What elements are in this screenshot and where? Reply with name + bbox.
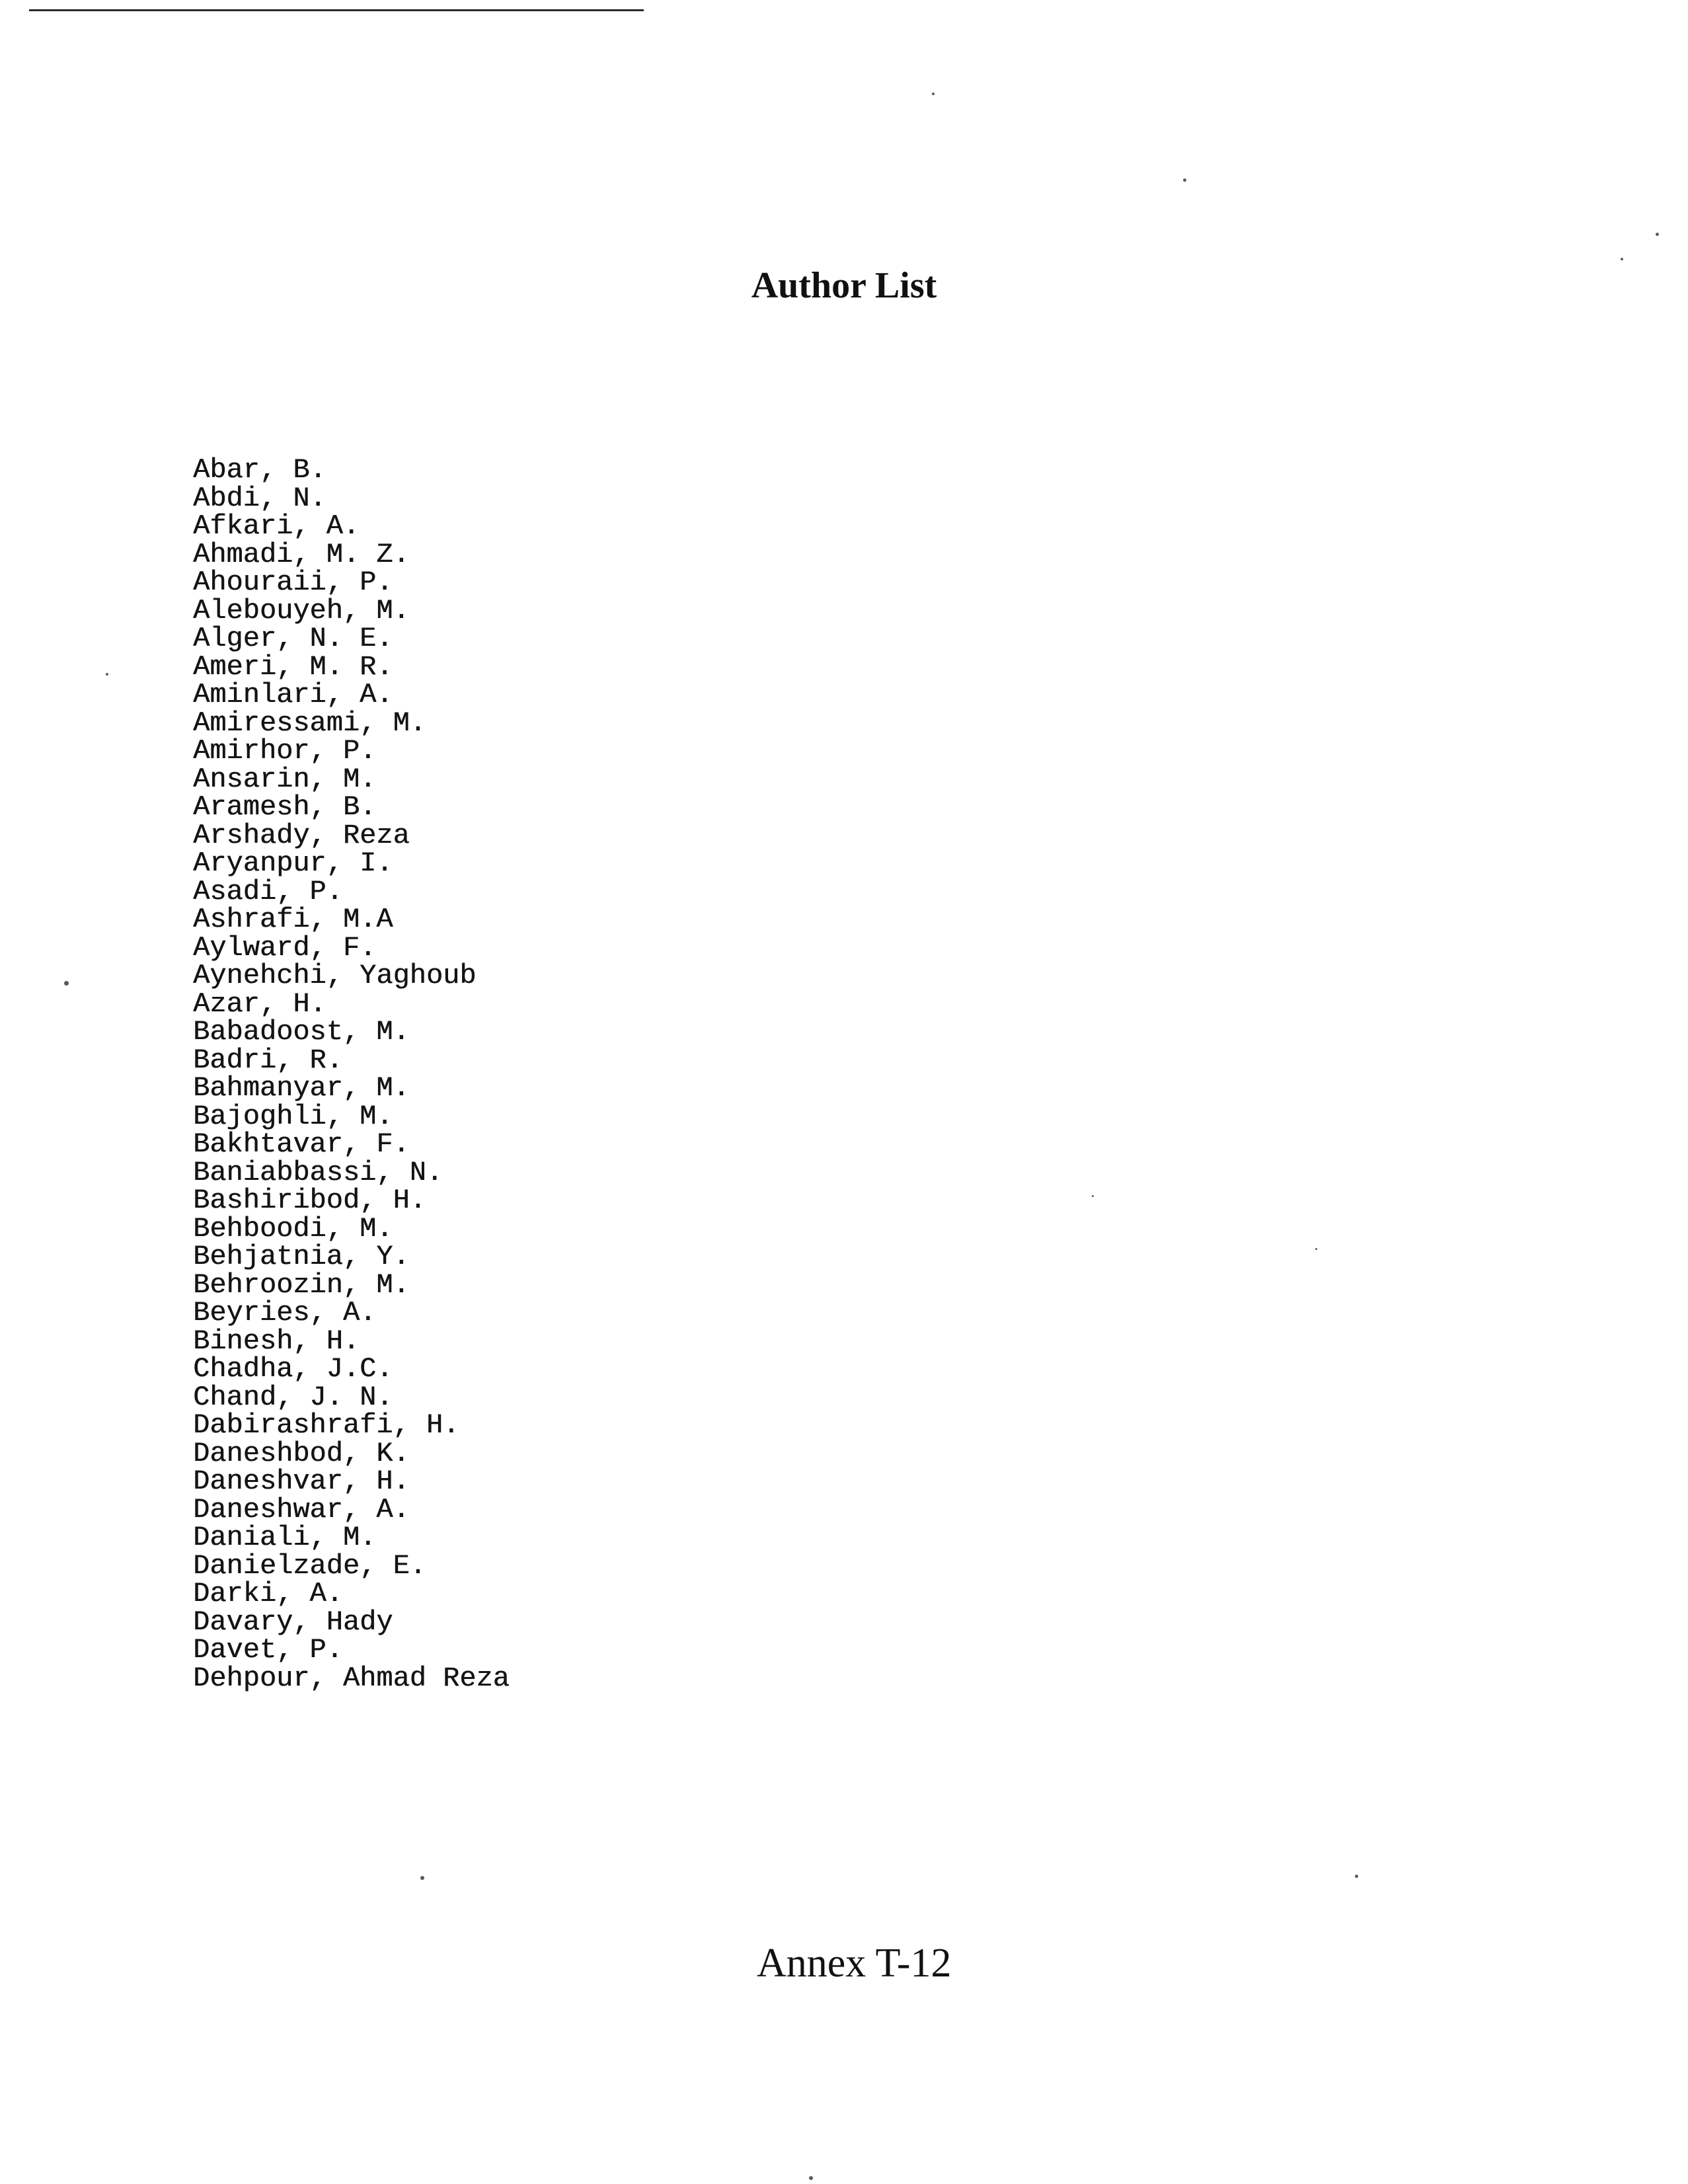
scan-speck — [1355, 1875, 1358, 1878]
scan-speck — [1092, 1195, 1094, 1197]
author-entry: Badri, R. — [193, 1044, 343, 1076]
author-entry: Dabirashrafi, H. — [193, 1409, 460, 1441]
author-entry: Dehpour, Ahmad Reza — [193, 1662, 510, 1694]
author-entry: Ameri, M. R. — [193, 650, 393, 683]
scan-speck — [1183, 178, 1186, 182]
author-entry: Aramesh, B. — [193, 791, 377, 823]
scan-speck — [1621, 258, 1623, 260]
author-entry: Aryanpur, I. — [193, 847, 393, 879]
author-entry: Bahmanyar, M. — [193, 1072, 410, 1104]
author-entry: Baniabbassi, N. — [193, 1156, 443, 1189]
author-entry: Chand, J. N. — [193, 1381, 393, 1413]
annex-label: Annex T-12 — [757, 1941, 952, 1986]
author-entry: Ashrafi, M.A — [193, 904, 393, 935]
author-entry: Davary, Hady — [193, 1606, 393, 1638]
author-entry: Danielzade, E. — [193, 1549, 426, 1582]
author-entry: Binesh, H. — [193, 1325, 360, 1357]
scan-speck — [932, 93, 935, 95]
author-entry: Behroozin, M. — [193, 1268, 410, 1301]
author-entry: Amirhor, P. — [193, 735, 377, 767]
author-entry: Daneshvar, H. — [193, 1465, 410, 1497]
author-entry: Azar, H. — [193, 988, 326, 1020]
author-entry: Asadi, P. — [193, 875, 343, 908]
author-list — [193, 456, 510, 1692]
author-entry: Bajoghli, M. — [193, 1100, 393, 1132]
author-entry: Ahmadi, M. Z. — [193, 538, 410, 570]
author-entry: Abdi, N. — [193, 482, 326, 514]
scan-speck — [64, 981, 69, 986]
author-entry: Behjatnia, Y. — [193, 1241, 410, 1272]
scan-speck — [1656, 233, 1659, 236]
author-entry: Arshady, Reza — [193, 819, 410, 851]
author-entry: Bashiribod, H. — [193, 1185, 426, 1216]
author-entry: Chadha, J.C. — [193, 1353, 393, 1385]
author-entry: Alger, N. E. — [193, 623, 393, 654]
top-rule-line — [29, 9, 644, 11]
author-entry: Ahouraii, P. — [193, 566, 393, 598]
author-entry: Darki, A. — [193, 1578, 343, 1610]
scan-speck — [106, 673, 108, 676]
scan-speck — [1315, 1248, 1317, 1250]
author-entry: Daneshwar, A. — [193, 1493, 410, 1526]
scan-speck — [809, 2176, 813, 2180]
author-entry: Daneshbod, K. — [193, 1437, 410, 1469]
author-entry: Daniali, M. — [193, 1522, 377, 1553]
author-entry: Aynehchi, Yaghoub — [193, 960, 477, 992]
author-entry: Aminlari, A. — [193, 679, 393, 711]
author-entry: Babadoost, M. — [193, 1016, 410, 1048]
author-entry: Bakhtavar, F. — [193, 1128, 410, 1160]
page-title: Author List — [751, 265, 937, 306]
author-entry: Aylward, F. — [193, 931, 377, 964]
author-entry: Beyries, A. — [193, 1297, 377, 1329]
author-entry: Alebouyeh, M. — [193, 594, 410, 627]
author-entry: Ansarin, M. — [193, 763, 377, 795]
author-entry: Behboodi, M. — [193, 1212, 393, 1245]
author-entry: Amiressami, M. — [193, 707, 426, 739]
author-entry: Davet, P. — [193, 1634, 343, 1666]
author-entry: Afkari, A. — [193, 510, 360, 542]
author-entry: Abar, B. — [193, 454, 326, 486]
scan-speck — [420, 1876, 424, 1880]
